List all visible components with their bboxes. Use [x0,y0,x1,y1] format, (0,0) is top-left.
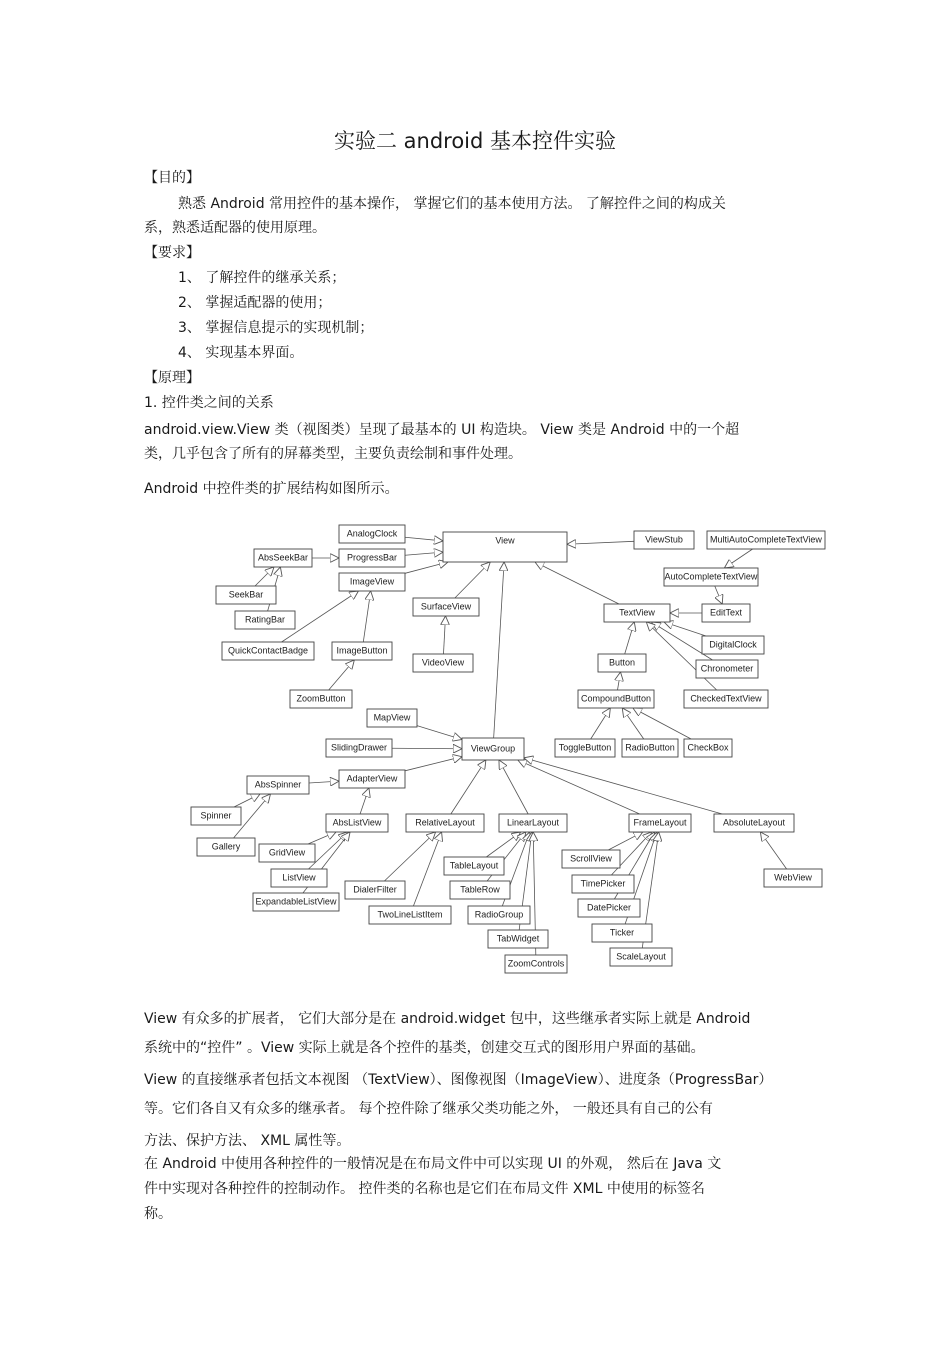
inheritance-arrow [715,586,723,604]
class-node-check-box [684,739,732,757]
inheritance-arrow [405,552,443,555]
class-node-edit-text [702,604,750,622]
class-node-surface-view [413,598,479,616]
paragraph-4-line-1: View 的直接继承者包括文本视图 （TextView）、图像视图（ImageView）、进度条（ProgressBar） [144,1072,773,1088]
class-node-label: CheckedTextView [690,693,762,704]
inheritance-arrow [405,537,443,541]
class-node-label: ToggleButton [558,742,612,753]
inheritance-arrow [405,757,462,771]
class-node-two-line-list-item [369,906,451,924]
class-node-label: RadioButton [625,742,675,753]
principle-subheading: 1. 控件类之间的关系 [144,395,274,411]
inheritance-arrow [499,760,528,814]
class-node-label: AbsoluteLayout [722,817,786,828]
inheritance-arrow [633,708,691,739]
class-node-label: TimePicker [580,878,626,889]
class-node-view [443,532,567,562]
purpose-line-1: 熟悉 Android 常用控件的基本操作， 掌握它们的基本使用方法。 了解控件之间的构成关 [178,196,726,212]
class-node-linear-layout [499,814,567,832]
paragraph-1-line-2: 类，几乎包含了所有的屏幕类型，主要负责绘制和事件处理。 [144,446,522,462]
class-node-label: VideoView [421,657,465,668]
class-node-label: Ticker [609,927,635,938]
class-node-text-view [604,604,670,622]
class-node-view-group [462,738,524,760]
class-node-toggle-button [555,739,615,757]
class-node-relative-layout [406,814,484,832]
paragraph-5-line-3: 称。 [144,1206,172,1222]
inheritance-arrow [360,788,369,814]
inheritance-arrow [760,832,786,869]
class-node-map-view [367,709,417,727]
class-node-zoom-button [290,690,352,708]
paragraph-5-line-1: 在 Android 中使用各种控件的一般情况是在布局文件中可以实现 UI 的外观， 然后在 Java 文 [144,1156,722,1172]
inheritance-arrow [625,622,635,654]
class-node-label: CheckBox [687,742,729,753]
class-node-label: View [495,535,515,546]
class-node-label: CompoundButton [580,693,652,704]
class-node-multi-auto-complete-text-view [707,531,825,549]
class-node-abs-list-view [326,814,388,832]
class-node-label: AbsSeekBar [257,552,309,563]
class-node-tab-widget [488,930,548,948]
class-node-label: AdapterView [346,773,398,784]
class-node-label: ImageButton [336,645,388,656]
inheritance-arrow [329,660,355,690]
class-node-label: ScaleLayout [616,951,666,962]
class-node-ticker [592,924,652,942]
class-node-button [598,654,646,672]
requirements-heading: 【要求】 [144,245,200,261]
purpose-heading: 【目的】 [144,170,200,186]
class-node-table-layout [444,857,504,875]
paragraph-1-line-1: android.view.View 类（视图类）呈现了最基本的 UI 构造块。 View 类是 Android 中的一个超 [144,422,740,438]
inheritance-arrow [308,832,336,844]
inheritance-arrow [443,616,445,654]
class-node-label: DatePicker [586,902,632,913]
inheritance-arrow [494,562,504,738]
class-node-compound-button [578,690,654,708]
inheritance-arrow [567,541,634,544]
class-node-label: Chronometer [700,663,754,674]
class-node-checked-text-view [684,690,768,708]
inheritance-arrow [234,794,260,807]
class-node-auto-complete-text-view [664,568,758,586]
purpose-line-2: 系，熟悉适配器的使用原理。 [144,220,326,236]
class-node-label: GridView [268,847,306,858]
class-node-label: SlidingDrawer [330,742,388,753]
class-node-view-stub [634,531,694,549]
class-node-label: MapView [373,712,411,723]
inheritance-arrow [309,781,339,783]
class-node-dialer-filter [345,881,405,899]
inheritance-arrow [622,708,644,739]
class-node-sliding-drawer [326,739,392,757]
class-node-spinner [191,807,241,825]
class-node-label: ProgressBar [346,552,398,563]
inheritance-arrow [451,760,486,814]
class-node-label: SurfaceView [420,601,472,612]
class-node-label: SeekBar [228,589,264,600]
class-node-list-view [271,869,327,887]
inheritance-arrow [363,591,370,642]
class-node-adapter-view [339,770,405,788]
paragraph-4-line-2: 等。它们各自又有众多的继承者。 每个控件除了继承父类功能之外， 一般还具有自己的公有 [144,1101,713,1117]
class-node-scroll-view [562,850,620,868]
class-node-image-button [332,642,392,660]
class-node-table-row [450,881,510,899]
class-node-scale-layout [610,948,672,966]
inheritance-arrow [518,760,640,814]
class-node-expandable-list-view [253,893,339,911]
paragraph-2: Android 中控件类的扩展结构如图所示。 [144,481,399,497]
class-node-radio-group [468,906,530,924]
class-node-digital-clock [702,636,764,654]
class-node-label: ZoomControls [507,958,565,969]
paragraph-4-line-3: 方法、保护方法、 XML 属性等。 [144,1133,351,1149]
inheritance-arrow [591,708,611,739]
class-node-time-picker [572,875,634,893]
inheritance-arrow [417,726,462,740]
class-node-label: TableLayout [449,860,499,871]
class-node-video-view [413,654,473,672]
class-node-label: DialerFilter [353,884,397,895]
class-node-label: EditText [709,607,743,618]
inheritance-arrow [724,549,752,568]
class-node-abs-seek-bar [254,549,312,567]
class-node-label: ListView [282,872,316,883]
class-node-label: AbsSpinner [254,779,302,790]
class-node-label: RadioGroup [474,909,524,920]
class-node-seek-bar [216,586,276,604]
class-node-label: AnalogClock [346,528,398,539]
requirement-item: 3、 掌握信息提示的实现机制； [178,320,374,336]
inheritance-arrow [255,567,274,586]
class-node-label: TabWidget [496,933,540,944]
class-node-label: MultiAutoCompleteTextView [710,534,822,545]
paragraph-3-line-1: View 有众多的扩展者， 它们大部分是在 android.widget 包中，这些继承者实际上就是 Android [144,1011,751,1027]
class-node-label: TextView [619,607,655,618]
class-hierarchy-diagram [186,514,838,980]
class-node-image-view [339,573,405,591]
inheritance-arrow [524,758,722,814]
inheritance-arrow [384,832,435,881]
class-node-absolute-layout [714,814,794,832]
class-node-label: AbsListView [332,817,382,828]
class-node-label: Spinner [200,810,232,821]
class-node-label: Button [608,657,636,668]
class-node-grid-view [259,844,315,862]
class-node-analog-clock [339,525,405,543]
class-node-label: TwoLineListItem [377,909,443,920]
class-node-label: ViewGroup [470,743,516,754]
class-node-label: WebView [774,872,812,883]
requirement-item: 2、 掌握适配器的使用； [178,295,332,311]
class-node-label: ImageView [349,576,395,587]
class-node-chronometer [696,660,758,678]
requirement-item: 1、 了解控件的继承关系； [178,270,346,286]
class-node-frame-layout [629,814,691,832]
class-node-label: AutoCompleteTextView [664,571,758,582]
class-node-label: LinearLayout [506,817,560,828]
inheritance-arrow [392,748,462,749]
inheritance-arrow [535,562,619,604]
class-node-zoom-controls [505,955,567,973]
class-node-web-view [764,869,822,887]
class-node-label: Gallery [211,841,241,852]
principle-heading: 【原理】 [144,370,200,386]
inheritance-arrow [413,832,441,906]
class-node-rating-bar [235,611,295,629]
class-node-label: RatingBar [244,614,286,625]
class-node-progress-bar [339,549,405,567]
class-node-label: FrameLayout [633,817,687,828]
class-node-label: DigitalClock [709,639,757,650]
class-node-radio-button [622,739,678,757]
class-node-quick-contact-badge [222,642,314,660]
class-node-abs-spinner [247,776,309,794]
inheritance-arrow [618,672,621,690]
requirement-item: 4、 实现基本界面。 [178,345,304,361]
page-title: 实验二 android 基本控件实验 [333,129,617,153]
inheritance-arrow [405,562,448,573]
class-node-label: ScrollView [570,853,612,864]
class-node-label: RelativeLayout [415,817,475,828]
inheritance-arrow [455,562,490,598]
paragraph-3-line-2: 系统中的“控件” 。View 实际上就是各个控件的基类，创建交互式的图形用户界面的基础。 [144,1040,705,1056]
class-node-label: TableRow [460,884,500,895]
class-node-label: ViewStub [645,534,683,545]
class-node-label: QuickContactBadge [227,645,309,656]
class-node-label: ZoomButton [296,693,346,704]
class-node-date-picker [578,899,640,917]
paragraph-5-line-2: 件中实现对各种控件的控制动作。 控件类的名称也是它们在布局文件 XML 中使用的标签名 [144,1181,705,1197]
class-node-gallery [197,838,255,856]
class-node-label: ExpandableListView [255,896,337,907]
